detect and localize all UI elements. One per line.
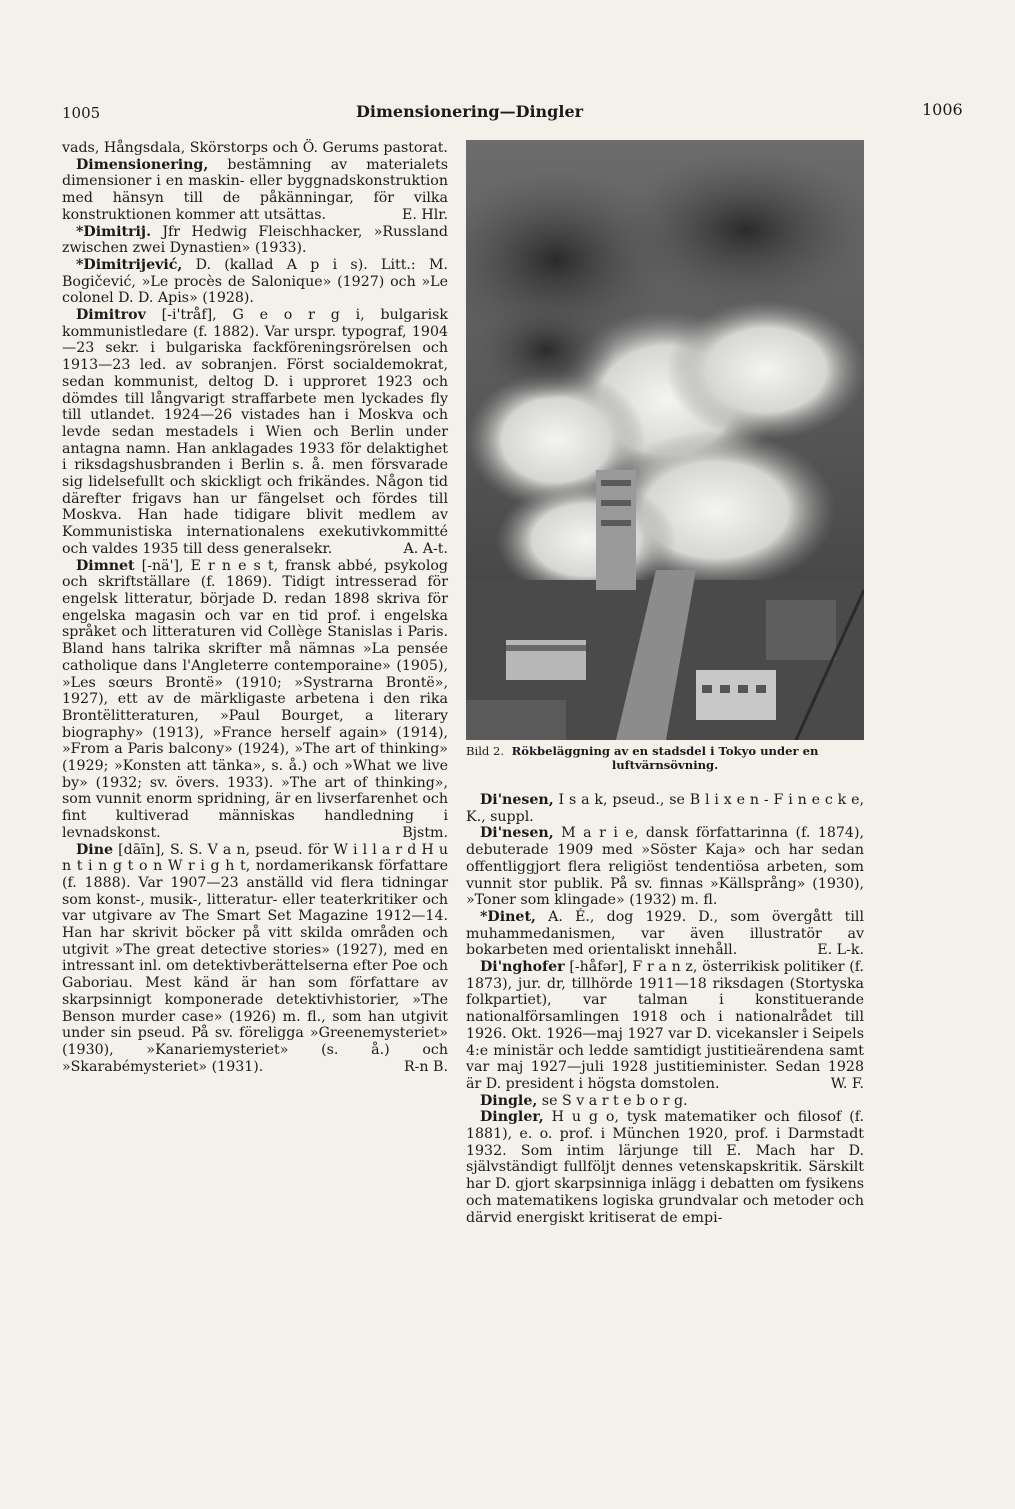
entry-headword: *Dinet, xyxy=(480,908,536,925)
entry-headword: Dimitrov xyxy=(76,307,146,324)
entry-signature: Bjstm. xyxy=(402,824,448,841)
entry-text: se S v a r t e b o r g. xyxy=(537,1092,688,1109)
entry-dine xyxy=(62,842,448,1076)
entry-text: [-nä'], E r n e s t, fransk abbé, psykolog och skriftställare (f. 1869). Tidigt intresserad för engelsk litteratur, började D. redan 1898 skriva för engelska magasin och var en tid prof. i engelska språket och litteraturen vid Collège Stanislas i Paris. Bland hans talrika skrifter må nämnas »La pensée catholique dans l'Angleterre contemporaine» (1905), »Les sœurs Brontë» (1910; »Systrarna Brontë», 1927), ett av de märkligaste arbetena i den rika Brontëlitteraturen, »Paul Bourget, a literary biography» (1913), »France herself again» (1914), »From a Paris balcony» (1924), »The art of thinking» (1929; »Konsten att tänka», s. å.) och »What we live by» (1932; sv. övers. 1933). »The art of thinking», som vunnit enorm spridning, är en livserfarenhet och fint kultiverad människas handledning i levnadskonst. xyxy=(62,557,448,841)
entry-signature: E. L-k. xyxy=(817,942,864,959)
entry-headword: Di'nesen, xyxy=(480,792,554,808)
entry-signature: A. A-t. xyxy=(403,540,448,557)
figure-label: Bild 2. xyxy=(466,744,505,758)
entry-headword: Dimensionering, xyxy=(76,156,209,173)
entry-signature: E. Hlr. xyxy=(401,206,448,223)
entry-signature: R-n B. xyxy=(403,1058,448,1075)
entry-headword: Di'nesen, xyxy=(480,825,554,842)
figure-caption-text: Rökbeläggning av en stadsdel i Tokyo under en luftvärnsövning. xyxy=(511,744,819,772)
entry-dimitrij xyxy=(62,224,448,257)
entry-dimensionering xyxy=(62,157,448,224)
right-column xyxy=(466,792,864,1226)
entry-headword: Dine xyxy=(76,841,114,858)
entry-headword: Di'nghofer xyxy=(480,959,565,976)
entry-signature: W. F. xyxy=(830,1075,864,1092)
entry-headword: Dingler, xyxy=(480,1109,544,1126)
entry-text: A. É., dog 1929. D., som övergått till muhammedanismen, var även illustratör av bokarbeten med orientaliskt innehåll. xyxy=(466,908,864,959)
entry-headword: *Dimitrijević, xyxy=(76,256,183,273)
entry-continuation xyxy=(62,140,448,157)
entry-text: vads, Hångsdala, Skörstorps och Ö. Gerums pastorat. xyxy=(62,140,448,156)
entry-dingler xyxy=(466,1109,864,1226)
entry-text: [-håfər], F r a n z, österrikisk politiker (f. 1873), jur. dr, tillhörde 1911—18 riksdagen (Stortyska folkpartiet), var talman i konstituerande nationalförsamlingen 1918 och i nationalrådet till 1926. Okt. 1926—maj 1927 var D. vicekansler i Seipels 4:e ministär och ledde samtidigt justitieärendena samt var maj 1927—juli 1928 justitieminister. Sedan 1928 är D. president i högsta domstolen. xyxy=(466,959,864,1092)
entry-dinesen-isak xyxy=(466,792,864,825)
entry-text: [dāīn], S. S. V a n, pseud. för W i l l a r d H u n t i n g t o n W r i g h t, nordamerikansk författare (f. 1888). Var 1907—23 anställd vid flera tidningar som konst-, musik-, litteratur- eller teaterkritiker och var utgivare av The Smart Set Magazine 1912—14. Han har skrivit böcker på vitt skilda områden och utgivit »The great detective stories» (1927), med en intressant inl. om detektivberättelserna efter Poe och Gaboriau. Mest känd är han som författare av skarpsinnigt komponerade detektivhistorier, »The Benson murder case» (1926) m. fl., som han utgivit under sin pseud. På sv. föreligga »Greenemysteriet» (1930), »Kanariemysteriet» (s. å.) och »Skarabémysteriet» (1931). xyxy=(62,841,448,1075)
entry-text: bestämning av materialets dimensioner i en maskin- eller byggnadskonstruktion med hänsyn till de påkänningar, för vilka konstruktionen kommer att utsättas. xyxy=(62,156,448,223)
entry-dinghofer xyxy=(466,959,864,1093)
entry-dingle xyxy=(466,1093,864,1110)
entry-headword: *Dimitrij. xyxy=(76,223,152,240)
entry-headword: Dimnet xyxy=(76,557,135,574)
page-number-left: 1005 xyxy=(62,104,101,122)
entry-dimitrijevic xyxy=(62,257,448,307)
entry-headword: Dingle, xyxy=(480,1092,538,1109)
page-number-right: 1006 xyxy=(922,100,963,119)
entry-dinesen-marie xyxy=(466,825,864,909)
entry-dinet xyxy=(466,909,864,959)
aerial-smoke-photo xyxy=(466,140,864,740)
entry-text: Jfr Hedwig Fleischhacker, »Russland zwischen zwei Dynastien» (1933). xyxy=(62,223,448,257)
entry-text: M a r i e, dansk författarinna (f. 1874), debuterade 1909 med »Söster Kaja» och har sedan offentliggjort flera religiöst tendentiösa arbeten, som vunnit stor publik. På sv. finnas »Källsprång» (1930), »Toner som klingade» (1932) m. fl. xyxy=(466,825,864,909)
entry-dimitrov xyxy=(62,307,448,558)
entry-dimnet xyxy=(62,558,448,842)
running-title: Dimensionering—Dingler xyxy=(356,102,584,121)
entry-text: [-i'tråf], G e o r g i, bulgarisk kommunistledare (f. 1882). Var urspr. typograf, 1904—23 sekr. i bulgariska fackföreningsrörelsen och 1913—23 led. av sobranjen. Först socialdemokrat, sedan kommunist, deltog D. i upproret 1923 och dömdes till långvarigt straffarbete men lyckades fly till utlandet. 1924—26 vistades han i Moskva och levde sedan mestadels i Wien och Berlin under antagna namn. Han anklagades 1933 för delaktighet i riksdagshusbranden i Berlin s. å. men försvarade sig lidelsefullt och skickligt och frikändes. Någon tid därefter frigavs han ur fängelset och fördes till Moskva. Han hade tidigare blivit medlem av Kommunistiska internationalens exekutivkommitté och valdes 1935 till dess generalsekr. xyxy=(62,307,448,557)
entry-text: I s a k, pseud., se B l i x e n - F i n e c k e, K., suppl. xyxy=(466,792,864,825)
entry-text: H u g o, tysk matematiker och filosof (f. 1881), e. o. prof. i München 1920, prof. i Darmstadt 1932. Som intim lärjunge till E. Mach har D. självständigt fullföljt dennes vetenskapskritik. Särskilt har D. gjort skarpsinniga inlägg i debatten om fysikens och matematikens logiska grundvalar och metoder och därvid energiskt kritiserat de empi- xyxy=(466,1109,864,1226)
entry-text: D. (kallad A p i s). Litt.: M. Bogičević, »Le procès de Salonique» (1927) och »Le colonel D. D. Apis» (1928). xyxy=(62,256,448,307)
left-column xyxy=(62,140,448,1075)
photo-illustration xyxy=(466,140,864,740)
figure-caption xyxy=(466,744,864,772)
